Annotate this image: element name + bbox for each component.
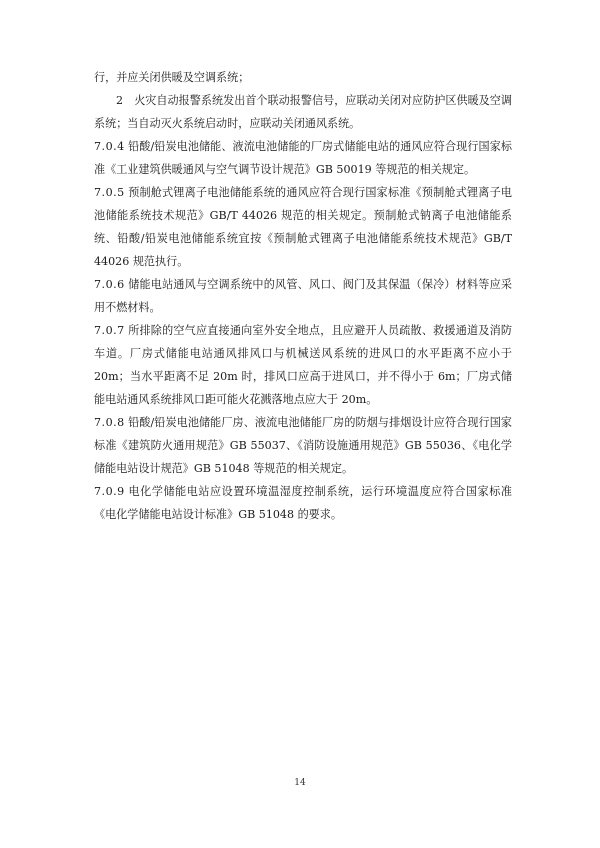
paragraph-text: 行，并应关闭供暖及空调系统；: [94, 71, 250, 84]
clause-7-0-5: [94, 181, 512, 273]
clause-text: 预制舱式锂离子电池储能系统的通风应符合现行国家标准《预制舱式锂离子电池储能系统技术规范》GB/T 44026 规范的相关规定。预制舱式钠离子电池储能系统、铅酸/铅炭电池储能系统宜按《预制舱式锂离子电池储能系统技术规范》GB/T 44026 规范执行。: [94, 186, 512, 268]
clause-number: 7.0.4: [94, 140, 125, 153]
clause-text: 电化学储能电站应设置环境温湿度控制系统，运行环境温度应符合国家标准《电化学储能电站设计标准》GB 51048 的要求。: [94, 485, 512, 521]
clause-7-0-7: [94, 319, 512, 411]
clause-text: 储能电站通风与空调系统中的风管、风口、阀门及其保温（保冷）材料等应采用不燃材料。: [94, 278, 512, 314]
clause-number: 7.0.6: [94, 278, 125, 291]
clause-text: 铅酸/铅炭电池储能、液流电池储能的厂房式储能电站的通风应符合现行国家标准《工业建筑供暖通风与空气调节设计规范》GB 50019 等规范的相关规定。: [94, 140, 512, 176]
clause-7-0-9: [94, 480, 512, 526]
clause-number: 7.0.7: [94, 324, 125, 337]
clause-7-0-8: [94, 411, 512, 480]
paragraph-item-2: [94, 89, 512, 135]
paragraph-text: 2 火灾自动报警系统发出首个联动报警信号，应联动关闭对应防护区供暖及空调系统；当自动灭火系统启动时，应联动关闭通风系统。: [94, 94, 512, 130]
clause-7-0-4: [94, 135, 512, 181]
clause-text: 所排除的空气应直接通向室外安全地点，且应避开人员疏散、救援通道及消防车道。厂房式储能电站通风排风口与机械送风系统的进风口的水平距离不应小于 20m；当水平距离不足 20m 时，排风口应高于进风口，并不得小于 6m；厂房式储能电站通风系统排风口距可能火花溅落地点应大于 20m。: [94, 324, 512, 406]
document-body: [94, 66, 512, 526]
paragraph-continuation: [94, 66, 512, 89]
clause-number: 7.0.8: [94, 416, 125, 429]
clause-number: 7.0.5: [94, 186, 125, 199]
clause-text: 铅酸/铅炭电池储能厂房、液流电池储能厂房的防烟与排烟设计应符合现行国家标准《建筑防火通用规范》GB 55037、《消防设施通用规范》GB 55036、《电化学储能电站设计规范》GB 51048 等规范的相关规定。: [94, 416, 512, 475]
clause-7-0-6: [94, 273, 512, 319]
clause-number: 7.0.9: [94, 485, 125, 498]
page-number: 14: [294, 778, 306, 788]
